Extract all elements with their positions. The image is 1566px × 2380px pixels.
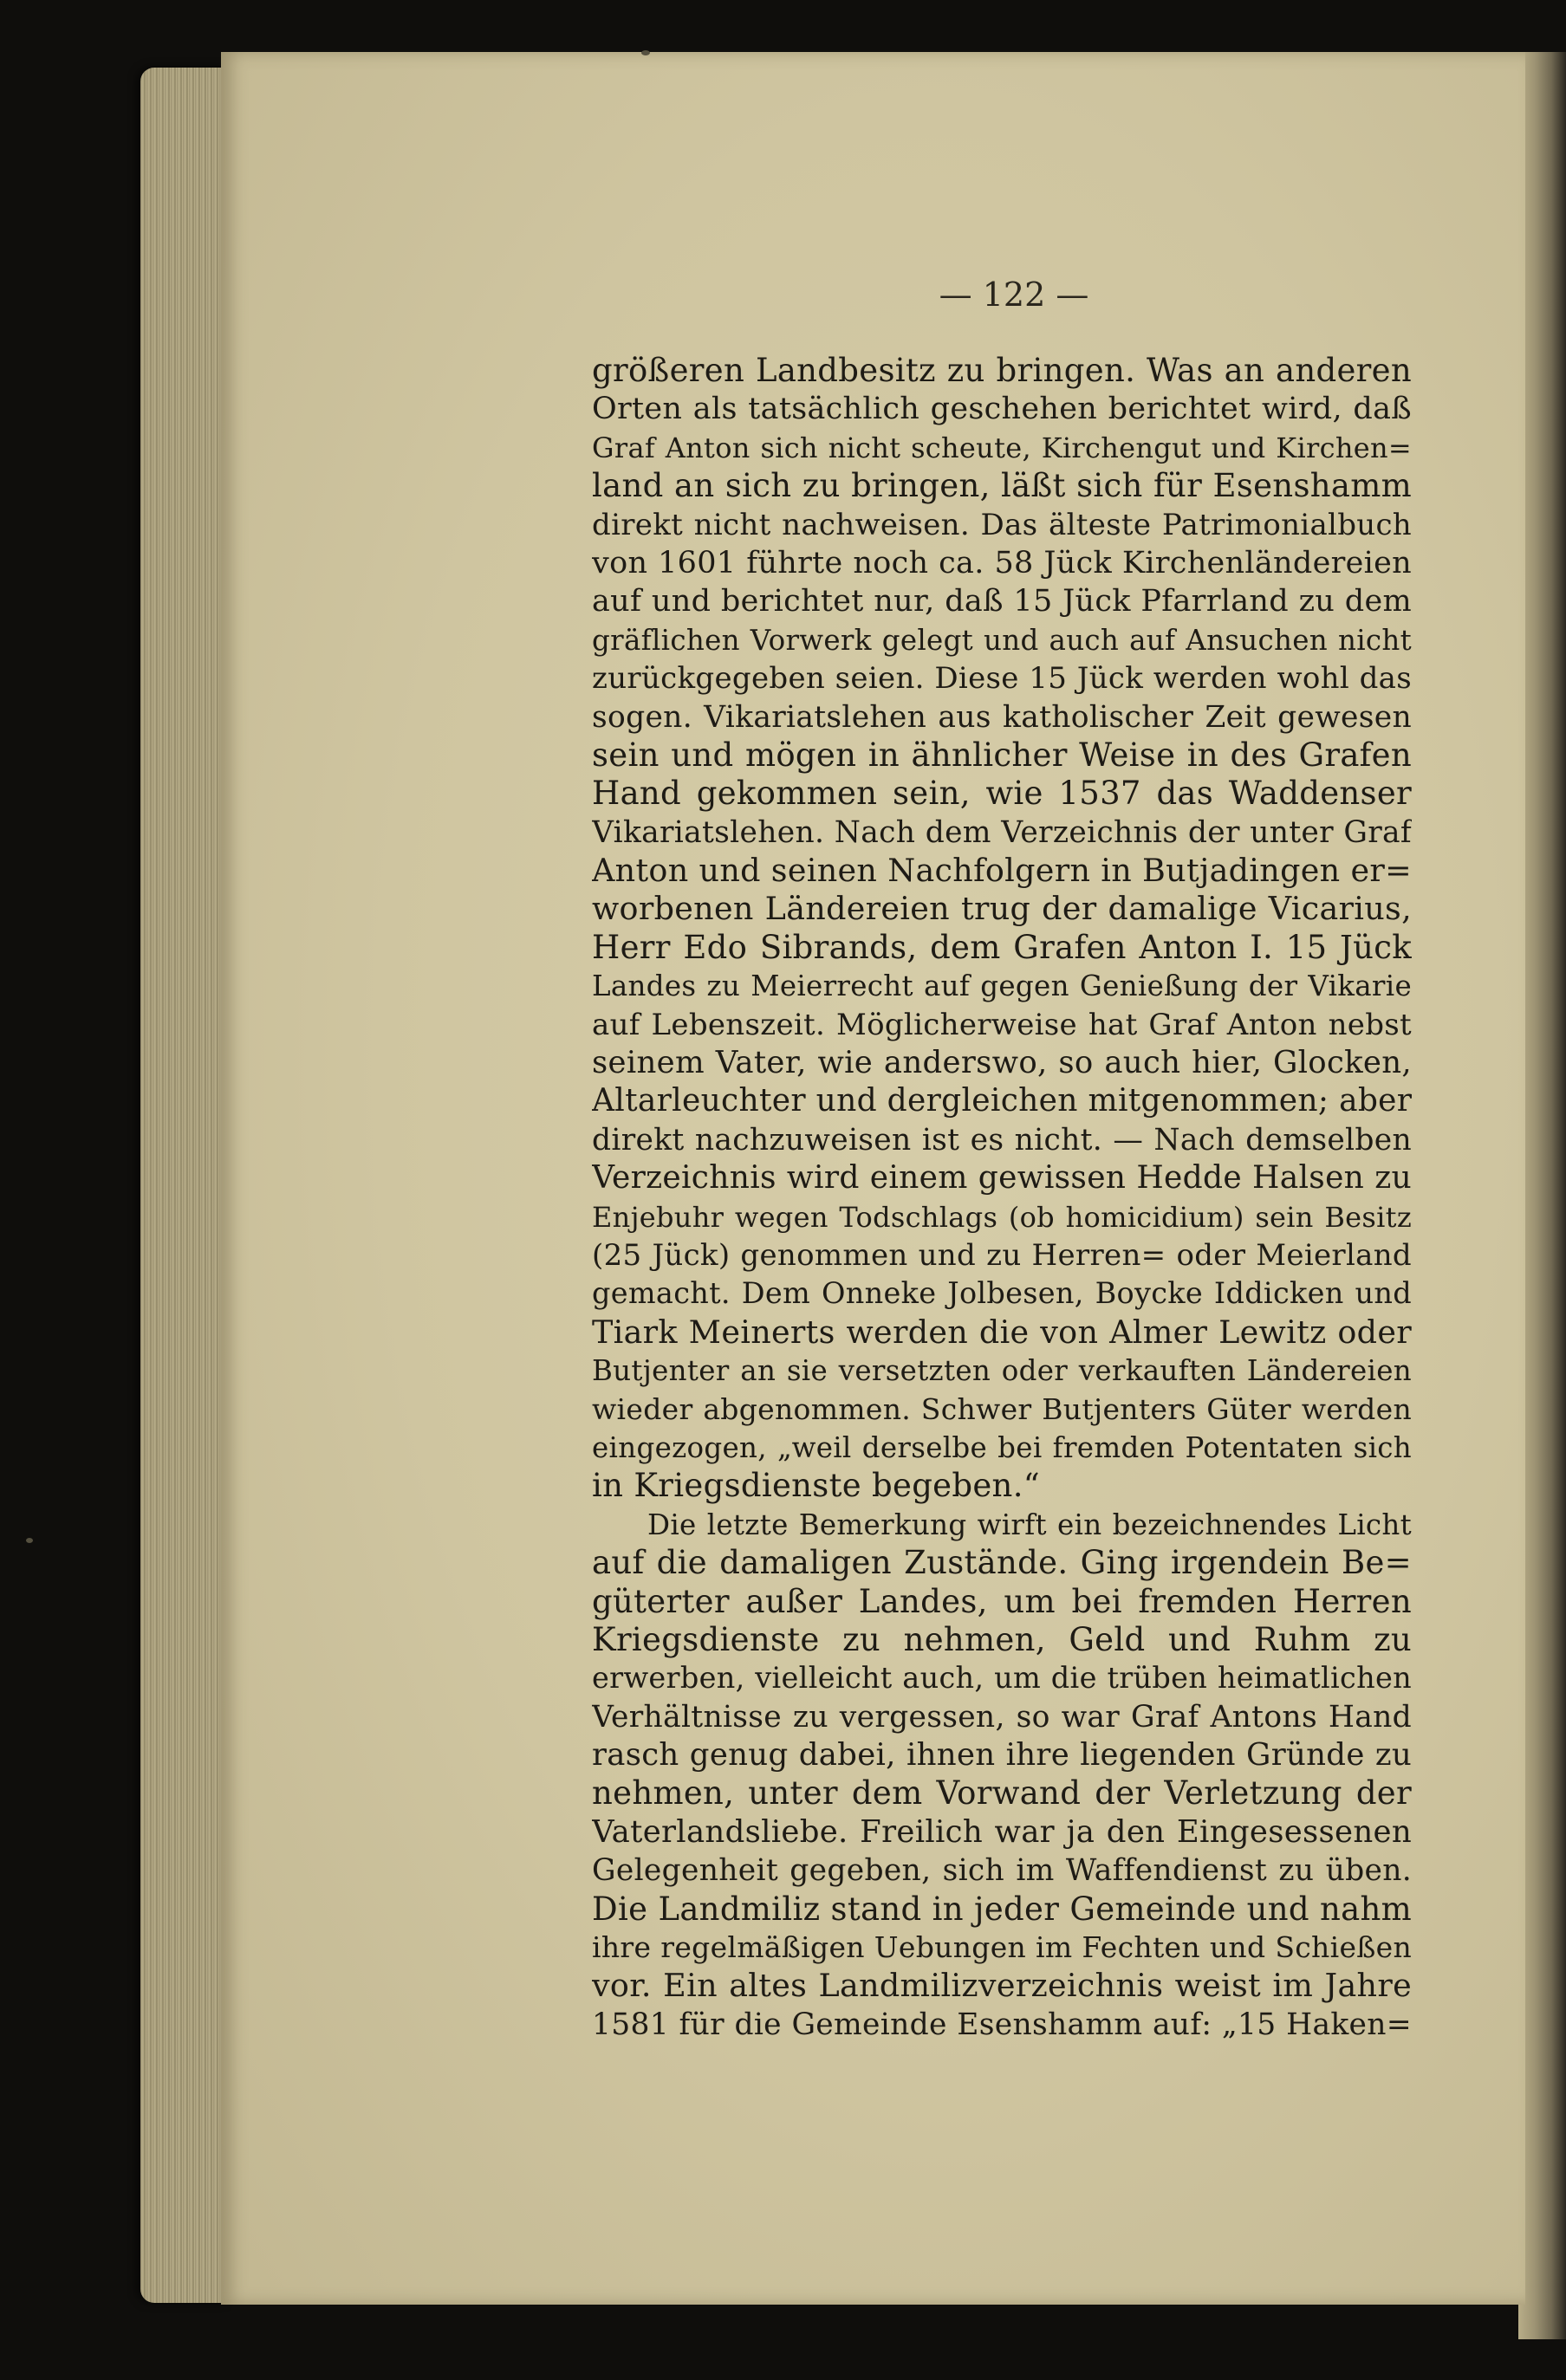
page-number: — 122 —	[939, 276, 1089, 314]
text-line: nehmen, unter dem Vorwand der Verletzung der	[592, 1774, 1412, 1813]
text-line: güterter außer Landes, um bei fremden Herren	[592, 1582, 1412, 1620]
text-line: Graf Anton sich nicht scheute, Kirchengut und Kirchen=	[592, 431, 1412, 464]
text-line: Die letzte Bemerkung wirft ein bezeichnendes Licht	[647, 1508, 1412, 1541]
text-line: erwerben, vielleicht auch, um die trüben heimatlichen	[592, 1661, 1412, 1696]
body-text	[592, 352, 1412, 2044]
text-line: ihre regelmäßigen Uebungen im Fechten und Schießen	[592, 1930, 1412, 1965]
text-line: Altarleuchter und dergleichen mitgenommen; aber	[592, 1083, 1412, 1119]
text-line: vor. Ein altes Landmilizverzeichnis weist im Jahre	[592, 1967, 1412, 2005]
text-line: Verzeichnis wird einem gewissen Hedde Halsen zu	[592, 1160, 1412, 1196]
text-line: rasch genug dabei, ihnen ihre liegenden Gründe zu	[592, 1737, 1412, 1774]
text-line: auf und berichtet nur, daß 15 Jück Pfarrland zu dem	[592, 584, 1412, 619]
text-line: zurückgegeben seien. Diese 15 Jück werden wohl das	[592, 661, 1412, 697]
text-line: (25 Jück) genommen und zu Herren= oder Meierland	[592, 1237, 1412, 1273]
text-line: gemacht. Dem Onneke Jolbesen, Boycke Iddicken und	[592, 1276, 1412, 1311]
text-line: wieder abgenommen. Schwer Butjenters Güter werden	[592, 1391, 1412, 1426]
text-line: Herr Edo Sibrands, dem Grafen Anton I. 15 Jück	[592, 928, 1412, 966]
text-line: sein und mögen in ähnlicher Weise in des Grafen	[592, 736, 1412, 774]
paper-speck	[26, 1538, 33, 1543]
text-line: von 1601 führte noch ca. 58 Jück Kirchenländereien	[592, 545, 1412, 580]
text-line: Die Landmiliz stand in jeder Gemeinde und nahm	[592, 1890, 1412, 1928]
text-line: Tiark Meinerts werden die von Almer Lewitz oder	[592, 1313, 1412, 1351]
text-line: eingezogen, „weil derselbe bei fremden Potentaten sich	[592, 1430, 1412, 1464]
text-line: Butjenter an sie versetzten oder verkauften Ländereien	[592, 1354, 1412, 1388]
text-line: Kriegsdienste zu nehmen, Geld und Ruhm zu	[592, 1620, 1412, 1658]
text-line: seinem Vater, wie anderswo, so auch hier, Glocken,	[592, 1045, 1412, 1081]
book-page-edges	[140, 68, 227, 2303]
text-line: auf Lebenszeit. Möglicherweise hat Graf Anton nebst	[592, 1007, 1412, 1042]
text-line: größeren Landbesitz zu bringen. Was an anderen	[592, 352, 1412, 389]
text-line: Vaterlandsliebe. Freilich war ja den Eingesessenen	[592, 1813, 1412, 1850]
text-line: in Kriegsdienste begeben.“	[592, 1467, 1040, 1505]
text-line: Hand gekommen sein, wie 1537 das Waddenser	[592, 775, 1412, 813]
text-line: worbenen Ländereien trug der damalige Vicarius,	[592, 890, 1412, 928]
text-line: Verhältnisse zu vergessen, so war Graf Antons Hand	[592, 1699, 1412, 1735]
text-line: sogen. Vikariatslehen aus katholischer Zeit gewesen	[592, 699, 1412, 735]
text-line: auf die damaligen Zustände. Ging irgendein Be=	[592, 1544, 1412, 1582]
text-line: direkt nicht nachweisen. Das älteste Patrimonialbuch	[592, 507, 1412, 542]
text-line: Enjebuhr wegen Todschlags (ob homicidium) sein Besitz	[592, 1200, 1412, 1234]
text-line: Orten als tatsächlich geschehen berichtet wird, daß	[592, 392, 1412, 427]
text-line: Landes zu Meierrecht auf gegen Genießung der Vikarie	[592, 970, 1412, 1003]
text-line: gräflichen Vorwerk gelegt und auch auf Ansuchen nicht	[592, 623, 1412, 657]
text-line: Vikariatslehen. Nach dem Verzeichnis der unter Graf	[592, 814, 1412, 850]
text-line: Gelegenheit gegeben, sich im Waffendienst zu üben.	[592, 1853, 1412, 1889]
text-line: 1581 für die Gemeinde Esenshamm auf: „15 Haken=	[592, 2007, 1412, 2042]
book-gutter	[1518, 52, 1566, 2339]
text-line: land an sich zu bringen, läßt sich für Esenshamm	[592, 467, 1412, 505]
paper-speck	[641, 50, 650, 55]
text-line: Anton und seinen Nachfolgern in Butjadingen er=	[592, 852, 1412, 890]
text-line: direkt nachzuweisen ist es nicht. — Nach demselben	[592, 1122, 1412, 1158]
